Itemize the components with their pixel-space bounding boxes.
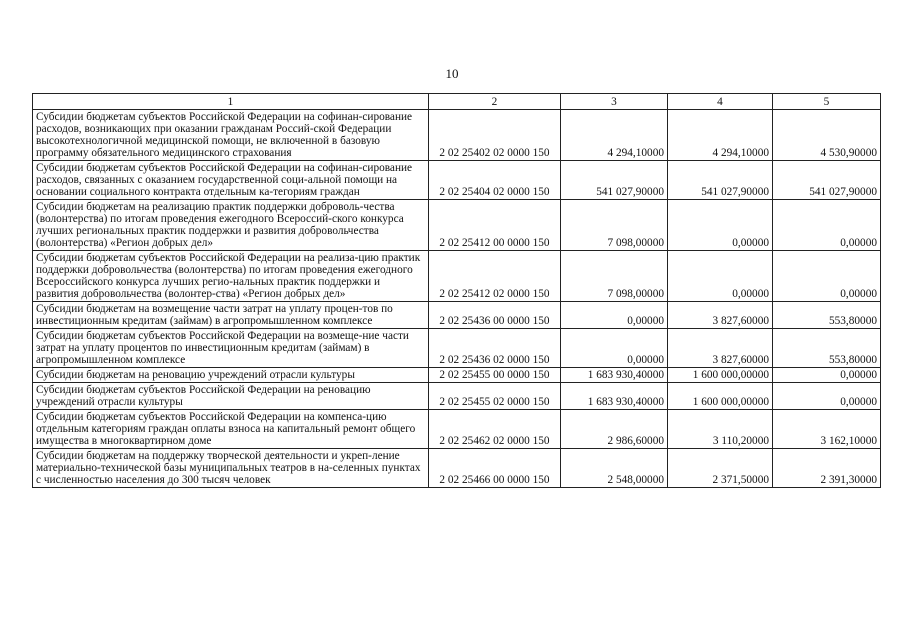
row-value-3: 0,00000 xyxy=(561,302,668,329)
column-header-1: 1 xyxy=(33,94,429,110)
row-code: 2 02 25404 02 0000 150 xyxy=(429,161,561,200)
row-value-4: 1 600 000,00000 xyxy=(668,383,773,410)
row-code: 2 02 25462 02 0000 150 xyxy=(429,410,561,449)
row-value-3: 2 548,00000 xyxy=(561,449,668,488)
table-row xyxy=(33,200,881,251)
row-name: Субсидии бюджетам субъектов Российской Федерации на реновацию учреждений отрасли культуры xyxy=(33,383,429,410)
row-code: 2 02 25412 02 0000 150 xyxy=(429,251,561,302)
column-header-4: 4 xyxy=(668,94,773,110)
row-name: Субсидии бюджетам на реализацию практик поддержки доброволь-чества (волонтерства) по итогам проведения ежегодного Всероссий-ского конкурса лучших региональных практик поддержки и развития добровольчества (волонтерства) «Регион добрых дел» xyxy=(33,200,429,251)
row-name: Субсидии бюджетам субъектов Российской Федерации на реализа-цию практик поддержки добровольчества (волонтерства) по итогам проведения ежегодного Всероссийского конкурса лучших регио-нальных практик поддержки и развития добровольчества (волонтер-ства) «Регион добрых дел» xyxy=(33,251,429,302)
row-value-5: 553,80000 xyxy=(773,329,881,368)
row-name: Субсидии бюджетам субъектов Российской Федерации на возмеще-ние части затрат на уплату процентов по инвестиционным кредитам (займам) в агропромышленном комплексе xyxy=(33,329,429,368)
row-value-3: 541 027,90000 xyxy=(561,161,668,200)
table-row xyxy=(33,110,881,161)
table-row xyxy=(33,161,881,200)
table-row xyxy=(33,329,881,368)
row-code: 2 02 25466 00 0000 150 xyxy=(429,449,561,488)
row-value-5: 0,00000 xyxy=(773,251,881,302)
table-row xyxy=(33,410,881,449)
row-value-5: 553,80000 xyxy=(773,302,881,329)
row-value-3: 1 683 930,40000 xyxy=(561,383,668,410)
row-value-3: 7 098,00000 xyxy=(561,200,668,251)
row-code: 2 02 25455 02 0000 150 xyxy=(429,383,561,410)
table-row xyxy=(33,302,881,329)
column-header-5: 5 xyxy=(773,94,881,110)
row-value-4: 4 294,10000 xyxy=(668,110,773,161)
table-row xyxy=(33,383,881,410)
row-name: Субсидии бюджетам на поддержку творческой деятельности и укреп-ление материально-технической базы муниципальных театров в на-селенных пунктах с численностью населения до 300 тысяч человек xyxy=(33,449,429,488)
row-value-5: 0,00000 xyxy=(773,368,881,383)
table-header-row xyxy=(33,94,881,110)
row-code: 2 02 25412 00 0000 150 xyxy=(429,200,561,251)
row-code: 2 02 25455 00 0000 150 xyxy=(429,368,561,383)
column-header-3: 3 xyxy=(561,94,668,110)
row-value-4: 541 027,90000 xyxy=(668,161,773,200)
row-value-3: 4 294,10000 xyxy=(561,110,668,161)
row-code: 2 02 25402 02 0000 150 xyxy=(429,110,561,161)
row-name: Субсидии бюджетам на возмещение части затрат на уплату процен-тов по инвестиционным кредитам (займам) в агропромышленном комплексе xyxy=(33,302,429,329)
budget-table xyxy=(32,93,881,488)
row-value-4: 1 600 000,00000 xyxy=(668,368,773,383)
row-value-5: 0,00000 xyxy=(773,200,881,251)
row-name: Субсидии бюджетам субъектов Российской Федерации на компенса-цию отдельным категориям граждан оплаты взноса на капитальный ремонт общего имущества в многоквартирном доме xyxy=(33,410,429,449)
row-value-4: 3 110,20000 xyxy=(668,410,773,449)
page-number: 10 xyxy=(445,66,459,81)
row-value-4: 3 827,60000 xyxy=(668,302,773,329)
row-value-5: 3 162,10000 xyxy=(773,410,881,449)
row-code: 2 02 25436 00 0000 150 xyxy=(429,302,561,329)
row-value-5: 4 530,90000 xyxy=(773,110,881,161)
row-value-3: 1 683 930,40000 xyxy=(561,368,668,383)
table-row xyxy=(33,251,881,302)
row-name: Субсидии бюджетам субъектов Российской Федерации на софинан-сирование расходов, возникающих при оказании гражданам Россий-ской Федерации высокотехнологичной медицинской помощи, не включенной в базовую программу обязательного медицинского страхования xyxy=(33,110,429,161)
row-value-5: 0,00000 xyxy=(773,383,881,410)
row-code: 2 02 25436 02 0000 150 xyxy=(429,329,561,368)
column-header-2: 2 xyxy=(429,94,561,110)
row-value-3: 7 098,00000 xyxy=(561,251,668,302)
row-value-3: 2 986,60000 xyxy=(561,410,668,449)
row-value-5: 541 027,90000 xyxy=(773,161,881,200)
row-value-4: 3 827,60000 xyxy=(668,329,773,368)
row-value-4: 2 371,50000 xyxy=(668,449,773,488)
row-value-3: 0,00000 xyxy=(561,329,668,368)
row-name: Субсидии бюджетам субъектов Российской Федерации на софинан-сирование расходов, связанных с оказанием государственной соци-альной помощи на основании социального контракта отдельным ка-тегориям граждан xyxy=(33,161,429,200)
row-name: Субсидии бюджетам на реновацию учреждений отрасли культуры xyxy=(33,368,429,383)
row-value-4: 0,00000 xyxy=(668,251,773,302)
table-row xyxy=(33,368,881,383)
table-row xyxy=(33,449,881,488)
row-value-4: 0,00000 xyxy=(668,200,773,251)
row-value-5: 2 391,30000 xyxy=(773,449,881,488)
